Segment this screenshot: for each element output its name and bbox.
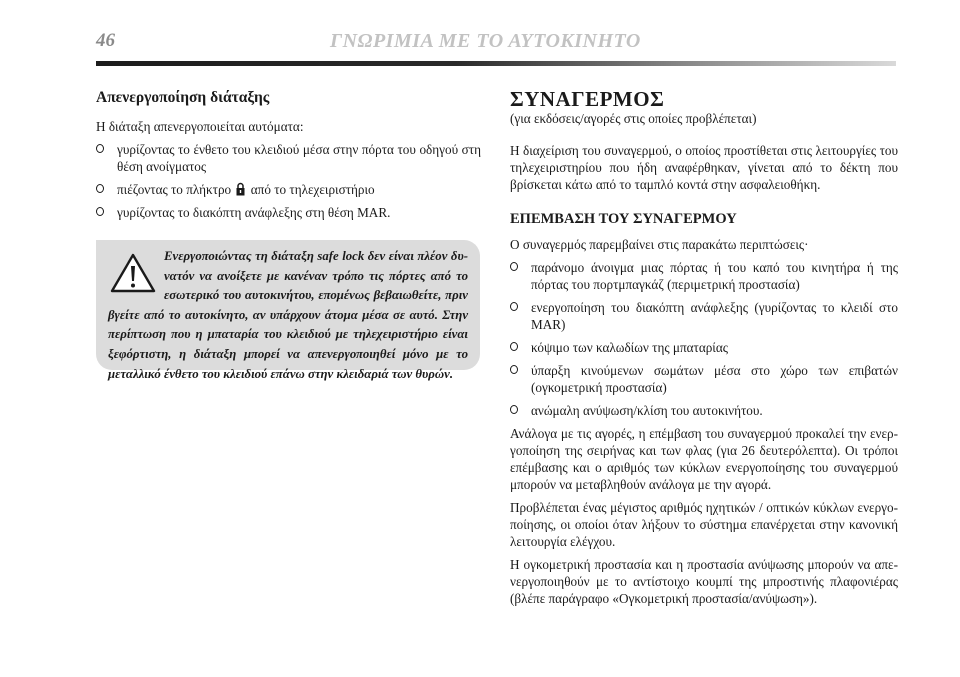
- list-item: [96, 181, 481, 198]
- list-item: [510, 259, 898, 293]
- list-item-text: γυρίζοντας το ένθετο του κλειδιού μέσα στην πόρτα του οδηγού στη θέση ανοίγματος: [117, 142, 481, 174]
- warning-triangle-icon: [110, 253, 156, 293]
- circle-bullet-icon: [510, 365, 518, 374]
- alarm-intervention-lead: Ο συναγερμός παρεμβαίνει στις παρακάτω περιπτώσεις·: [510, 237, 809, 252]
- header-rule: [96, 61, 896, 66]
- warning-text: Ενεργοποιώντας τη διάταξη safe lock δεν είναι πλέον δυνατόν να ανοίξετε με κανέναν τρόπο τις πόρτες από το εσωτερικό του αυτοκινήτου, επομένως βεβαιωθείτε, πριν βγείτε από το αυτοκίνητο, αν υπάρχουν άτομα μέσα σε αυτό. Στην περίπτωση που η μπαταρία του κλειδιού με τηλεχειριστήριο είναι ξεφόρτιστη, η διάταξη μπορεί να απενεργοποιηθεί μόνο με το μεταλλικό ένθετο του κλειδιού επάνω στην κλειδαριά των θυρών.: [108, 249, 468, 381]
- alarm-subtitle: (για εκδόσεις/αγορές στις οποίες προβλέπεται): [510, 111, 757, 126]
- circle-bullet-icon: [510, 302, 518, 311]
- page-header: [96, 26, 896, 62]
- circle-bullet-icon: [510, 342, 518, 351]
- deactivation-list: [96, 141, 481, 221]
- page-number: 46: [96, 30, 115, 51]
- circle-bullet-icon: [96, 184, 104, 193]
- list-item: [510, 299, 898, 333]
- alarm-heading: ΣΥΝΑΓΕΡΜΟΣ: [510, 87, 665, 111]
- alarm-paragraph-volumetric: Η ογκομετρική προστασία και η προστασία ανύψωσης μπορούν να απενεργοποιηθούν με το αντίστοιχο κουμπί της μπροστινής πλαφονιέρας (βλέπε παράγραφο «Ογκομετρική προστασία/ανύψωση»).: [510, 557, 898, 606]
- list-item: [510, 362, 898, 396]
- list-item-text-before: πιέζοντας το πλήκτρο: [117, 182, 232, 197]
- list-item: [510, 402, 898, 419]
- circle-bullet-icon: [510, 262, 518, 271]
- padlock-icon: [236, 182, 245, 196]
- alarm-intro: Η διαχείριση του συναγερμού, ο οποίος προστίθεται στις λειτουργίες του τηλεχειριστηρίου που ήδη αναφέρθηκαν, γίνεται από το δέκτη που βρίσκεται κάτω από το ταμπλό κοντά στην ασφαλειοθήκη.: [510, 143, 898, 192]
- alarm-trigger-list: [510, 259, 898, 419]
- alarm-paragraph-markets: Ανάλογα με τις αγορές, η επέμβαση του συναγερμού προκαλεί την ενεργοποίηση της σειρήνας και των φλας (για 26 δευτερόλεπτα). Οι τρόποι επέμβασης και ο αριθμός των κύκλων ενεργοποίησης του συναγερμού μπορούν να μεταβληθούν ανάλογα με την αγορά.: [510, 426, 898, 492]
- list-item-text: παράνομο άνοιγμα μιας πόρτας ή του καπό του κινητήρα ή της πόρτας του πορτμπαγκάζ (περιμετρική προστασία): [531, 260, 898, 292]
- right-column: [510, 88, 898, 613]
- list-item: [96, 204, 481, 221]
- alarm-intervention-heading: ΕΠΕΜΒΑΣΗ ΤΟΥ ΣΥΝΑΓΕΡΜΟΥ: [510, 211, 737, 227]
- running-title: ΓΝΩΡΙΜΙΑ ΜΕ ΤΟ ΑΥΤΟΚΙΝΗΤΟ: [330, 30, 641, 52]
- list-item: [96, 141, 481, 175]
- list-item: [510, 339, 898, 356]
- deactivation-intro: Η διάταξη απενεργοποιείται αυτόματα:: [96, 119, 304, 134]
- circle-bullet-icon: [96, 144, 104, 153]
- list-item-text: κόψιμο των καλωδίων της μπαταρίας: [531, 340, 728, 355]
- circle-bullet-icon: [96, 207, 104, 216]
- list-item-text: ύπαρξη κινούμενων σωμάτων μέσα στο χώρο των επιβατών (ογκομετρική προστασία): [531, 363, 898, 395]
- list-item-text: ανώμαλη ανύψωση/κλίση του αυτοκινήτου.: [531, 403, 763, 418]
- left-column: [96, 88, 481, 227]
- list-item-text: ενεργοποίηση του διακόπτη ανάφλεξης (γυρίζοντας το κλειδί στο MAR): [531, 300, 898, 332]
- list-item-text: γυρίζοντας το διακόπτη ανάφλεξης στη θέση MAR.: [117, 205, 391, 220]
- section-heading-deactivation: Απενεργοποίηση διάταξης: [96, 89, 270, 106]
- alarm-paragraph-cycles: Προβλέπεται ένας μέγιστος αριθμός ηχητικών / οπτικών κύκλων ενεργοποίησης, οι οποίοι όταν λήξουν το σύστημα επανέρχεται στην κανονική λειτουργία ελέγχου.: [510, 500, 898, 549]
- list-item-text-after: από το τηλεχειριστήριο: [250, 182, 375, 197]
- circle-bullet-icon: [510, 405, 518, 414]
- warning-box: [96, 240, 480, 381]
